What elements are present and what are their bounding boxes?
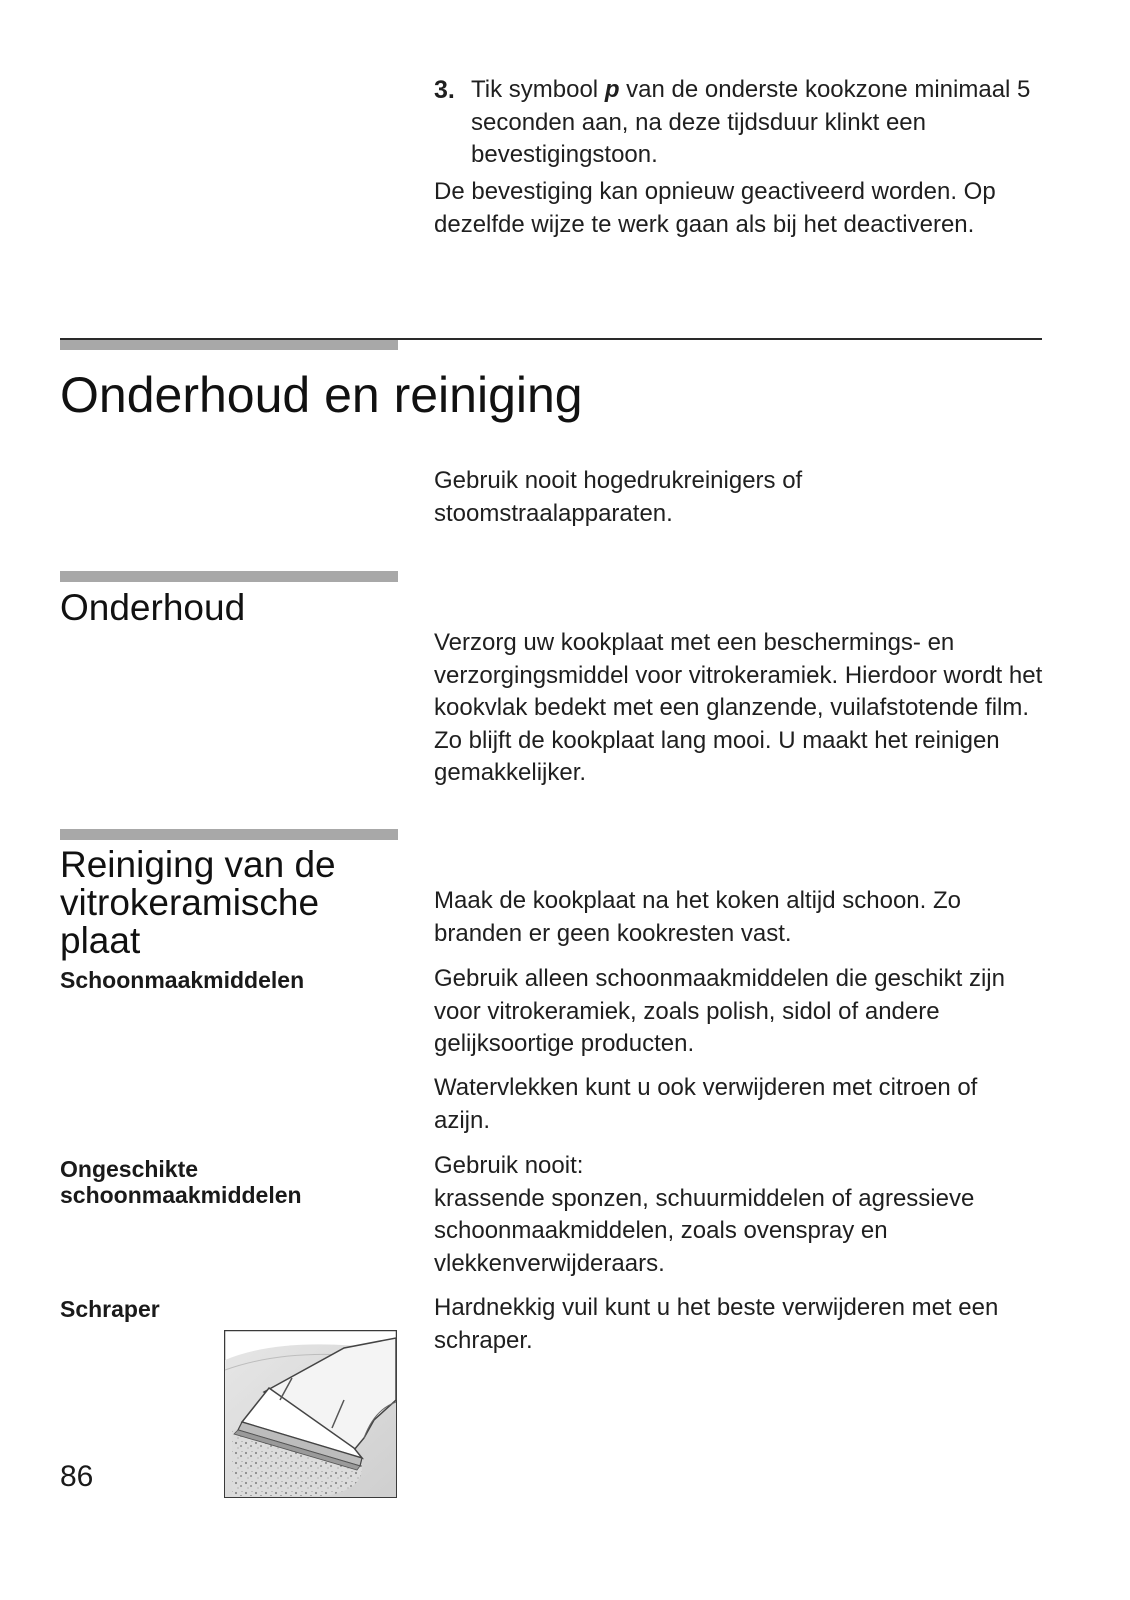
schoonmaakmiddelen-text: Gebruik alleen schoonmaakmiddelen die geschikt zijn voor vitrokeramiek, zoals polish, sidol of andere gelijksoortige producten. xyxy=(434,965,1005,1057)
scraper-illustration xyxy=(224,1330,397,1498)
reiniging-title-line-3: plaat xyxy=(60,920,141,961)
step-3-text-before: Tik symbool xyxy=(471,76,605,103)
step-3-note: De bevestiging kan opnieuw geactiveerd worden. Op dezelfde wijze te werk gaan als bij het deactiveren. xyxy=(434,178,996,238)
reiniging-rule xyxy=(60,829,398,840)
reiniging-title-line-2: vitrokeramische xyxy=(60,882,320,923)
section-intro: Gebruik nooit hogedrukreinigers of stoomstraalapparaten. xyxy=(434,467,803,527)
ongeschikte-lead: Gebruik nooit: xyxy=(434,1152,584,1179)
schraper-text: Hardnekkig vuil kunt u het beste verwijderen met een schraper. xyxy=(434,1294,999,1354)
reiniging-title-line-1: Reiniging van de xyxy=(60,844,336,885)
onderhoud-text: Verzorg uw kookplaat met een beschermings- en verzorgingsmiddel voor vitrokeramiek. Hierdoor wordt het kookvlak bedekt met een glanzende, vuilafstotende film. Zo blijft de kookplaat lang mooi. U maakt het reinigen gemakkelijker. xyxy=(434,629,1043,786)
ongeschikte-text-block xyxy=(434,1150,1054,1280)
reiniging-title xyxy=(60,846,336,960)
section-rule-accent xyxy=(60,339,398,350)
watervlekken-text: Watervlekken kunt u ook verwijderen met citroen of azijn. xyxy=(434,1074,978,1134)
step-3 xyxy=(434,74,1054,172)
step-number: 3. xyxy=(434,76,455,104)
ongeschikte-label-line-2: schoonmaakmiddelen xyxy=(60,1182,302,1208)
reiniging-intro: Maak de kookplaat na het koken altijd schoon. Zo branden er geen kookresten vast. xyxy=(434,887,961,947)
onderhoud-rule xyxy=(60,571,398,582)
schoonmaakmiddelen-label: Schoonmaakmiddelen xyxy=(60,967,305,993)
ongeschikte-label xyxy=(60,1156,302,1208)
p-symbol: p xyxy=(604,76,620,103)
section-rule-line xyxy=(60,338,1042,340)
schraper-label: Schraper xyxy=(60,1296,160,1322)
step-3-text-after: van de onderste kookzone minimaal 5 seconden aan, na deze tijdsduur klinkt een bevestigingstoon. xyxy=(471,76,1031,168)
step-3-text xyxy=(471,74,1054,172)
ongeschikte-label-line-1: Ongeschikte xyxy=(60,1156,199,1182)
page-number: 86 xyxy=(60,1460,94,1493)
section-title: Onderhoud en reiniging xyxy=(60,367,583,423)
ongeschikte-text: krassende sponzen, schuurmiddelen of agressieve schoonmaakmiddelen, zoals ovenspray en vlekkenverwijderaars. xyxy=(434,1184,975,1277)
onderhoud-title: Onderhoud xyxy=(60,587,246,628)
